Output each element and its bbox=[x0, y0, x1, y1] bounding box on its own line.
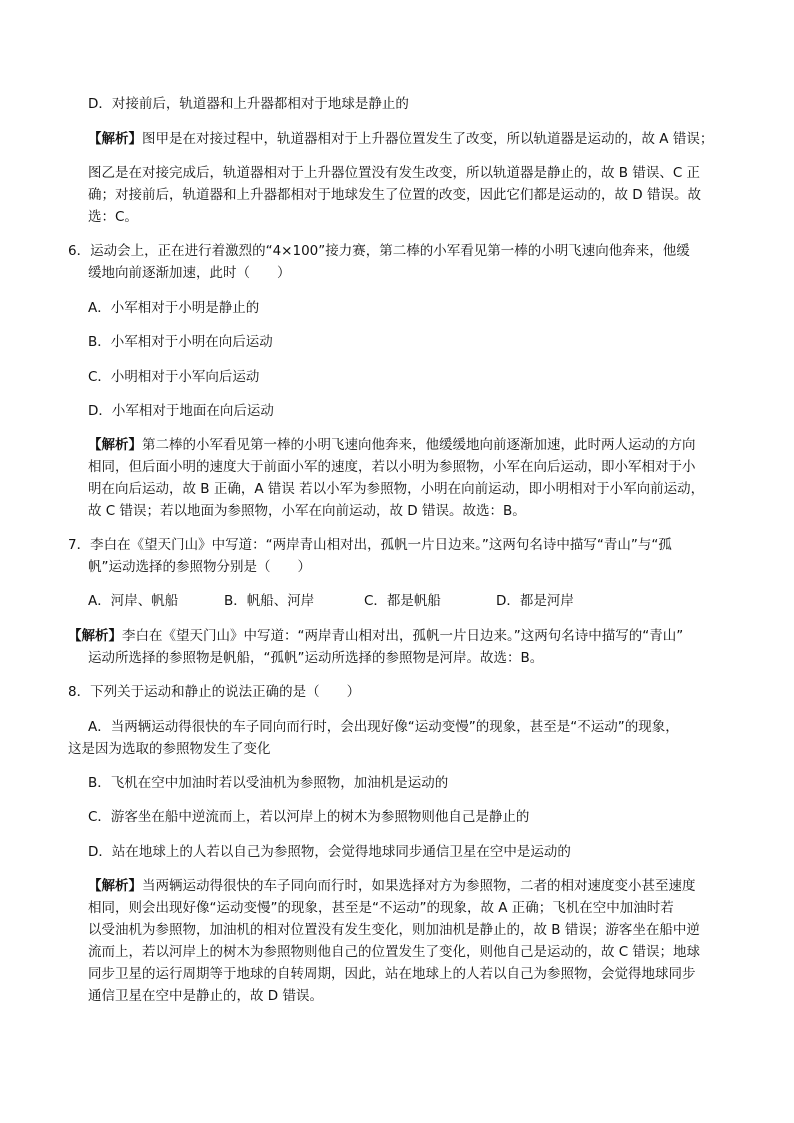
q6-option-d: D．小军相对于地面在向后运动 bbox=[88, 403, 274, 419]
q8-analysis-line-4: 流而上，若以河岸上的树木为参照物则他自己的位置发生了变化，则他自己是运动的，故 C 错误；地球 bbox=[88, 944, 701, 960]
q5-analysis-line-2: 图乙是在对接完成后，轨道器相对于上升器位置没有发生改变，所以轨道器是静止的，故 B 错误、C 正 bbox=[88, 165, 701, 181]
analysis-tag: 【解析】 bbox=[68, 628, 122, 644]
q6-analysis-line-4: 故 C 错误；若以地面为参照物，小军在向前运动，故 D 错误。故选：B。 bbox=[88, 503, 526, 519]
q8-option-d: D．站在地球上的人若以自己为参照物，会觉得地球同步通信卫星在空中是运动的 bbox=[88, 844, 571, 860]
q6-analysis-line-3: 明在向后运动，故 B 正确，A 错误 若以小军为参照物，小明在向前运动，即小明相对于小军向前运动， bbox=[88, 481, 705, 497]
q6-option-c: C．小明相对于小军向后运动 bbox=[88, 369, 260, 385]
analysis-tag: 【解析】 bbox=[88, 437, 142, 453]
q5-option-d: D．对接前后，轨道器和上升器都相对于地球是静止的 bbox=[88, 96, 409, 112]
q8-analysis-line-2: 相同，则会出现好像“运动变慢”的现象，甚至是“不运动”的现象，故 A 正确；飞机在空中加油时若 bbox=[88, 900, 674, 916]
q8-option-a-line-1: A．当两辆运动得很快的车子同向而行时，会出现好像“运动变慢”的现象，甚至是“不运动”的现象， bbox=[88, 719, 679, 735]
q7-analysis-line-1: 【解析】李白在《望天门山》中写道：“两岸青山相对出，孤帆一片日边来。”这两句名诗中描写的“青山” bbox=[68, 628, 684, 644]
analysis-tag: 【解析】 bbox=[88, 878, 142, 894]
q8-option-a-line-2: 这是因为选取的参照物发生了变化 bbox=[68, 741, 271, 757]
q5-analysis-line-3: 确；对接前后，轨道器和上升器都相对于地球发生了位置的改变，因此它们都是运动的，故 D 错误。故 bbox=[88, 187, 701, 203]
q7-stem-line-2: 帆”运动选择的参照物分别是（ ） bbox=[88, 559, 311, 575]
q7-option-a: A．河岸、帆船 bbox=[88, 593, 179, 609]
analysis-tag: 【解析】 bbox=[88, 131, 142, 147]
q7-stem-line-1: 7．李白在《望天门山》中写道：“两岸青山相对出，孤帆一片日边来。”这两句名诗中描写“青山”与“孤 bbox=[68, 537, 672, 553]
q7-option-c: C．都是帆船 bbox=[364, 593, 441, 609]
q7-option-b: B．帆船、河岸 bbox=[224, 593, 315, 609]
q6-option-b: B．小军相对于小明在向后运动 bbox=[88, 334, 273, 350]
q5-analysis-line-1: 【解析】图甲是在对接过程中，轨道器相对于上升器位置发生了改变，所以轨道器是运动的，故 A 错误； bbox=[88, 131, 714, 147]
q8-option-b: B．飞机在空中加油时若以受油机为参照物，加油机是运动的 bbox=[88, 775, 449, 791]
q8-analysis-line-3: 以受油机为参照物，加油机的相对位置没有发生变化，则加油机是静止的，故 B 错误；游客坐在船中逆 bbox=[88, 922, 700, 938]
q8-analysis-line-6: 通信卫星在空中是静止的，故 D 错误。 bbox=[88, 988, 323, 1004]
q6-analysis-line-2: 相同，但后面小明的速度大于前面小军的速度，若以小明为参照物，小军在向后运动，即小军相对于小 bbox=[88, 459, 696, 475]
q7-analysis-line-2: 运动所选择的参照物是帆船，“孤帆”运动所选择的参照物是河岸。故选：B。 bbox=[88, 650, 544, 666]
q8-stem: 8．下列关于运动和静止的说法正确的是（ ） bbox=[68, 684, 361, 700]
q8-option-c: C．游客坐在船中逆流而上，若以河岸上的树木为参照物则他自己是静止的 bbox=[88, 809, 530, 825]
q6-stem-line-1: 6．运动会上，正在进行着激烈的“4×100”接力赛，第二棒的小军看见第一棒的小明飞速向他奔来，他缓 bbox=[68, 243, 690, 259]
q6-analysis-line-1: 【解析】第二棒的小军看见第一棒的小明飞速向他奔来，他缓缓地向前逐渐加速，此时两人运动的方向 bbox=[88, 437, 696, 453]
q6-stem-line-2: 缓地向前逐渐加速，此时（ ） bbox=[88, 265, 291, 281]
q6-option-a: A．小军相对于小明是静止的 bbox=[88, 300, 260, 316]
q8-analysis-line-5: 同步卫星的运行周期等于地球的自转周期，因此，站在地球上的人若以自己为参照物，会觉得地球同步 bbox=[88, 966, 696, 982]
q7-option-d: D．都是河岸 bbox=[496, 593, 574, 609]
q8-analysis-line-1: 【解析】当两辆运动得很快的车子同向而行时，如果选择对方为参照物，二者的相对速度变小甚至速度 bbox=[88, 878, 696, 894]
q5-analysis-line-4: 选：C。 bbox=[88, 209, 138, 225]
